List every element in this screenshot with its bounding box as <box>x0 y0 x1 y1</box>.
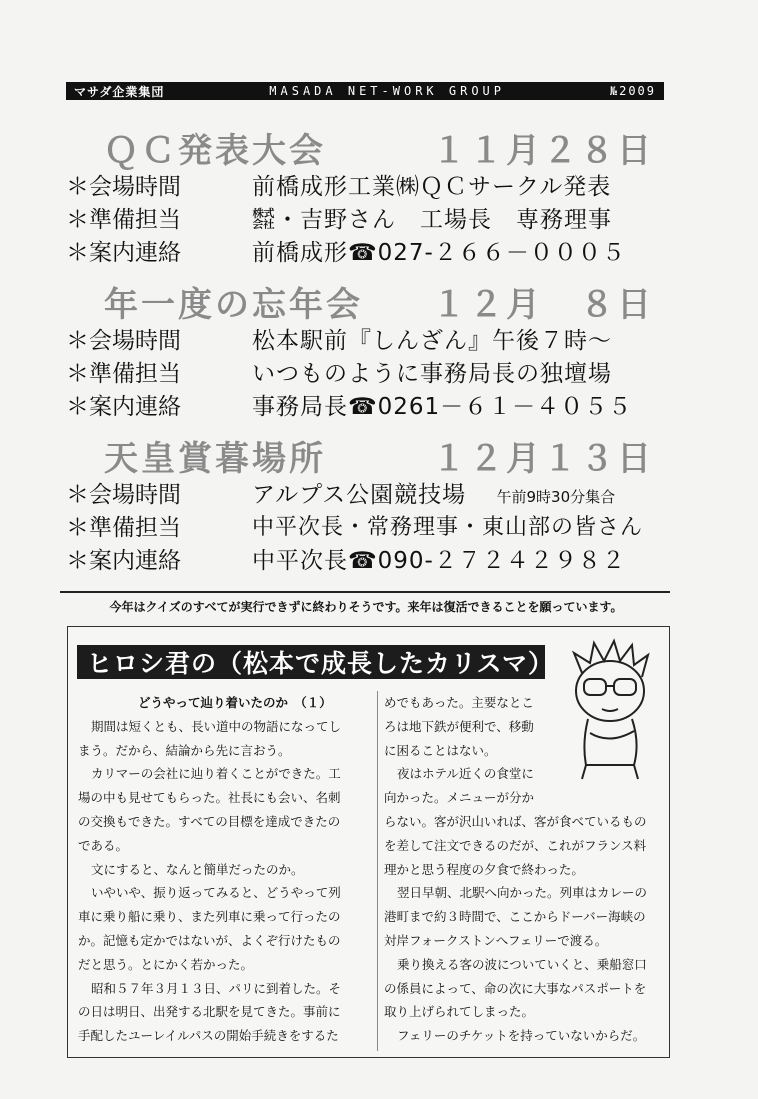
group-name-en: MASADA NET-WORK GROUP <box>269 84 505 98</box>
article-subtitle: どうやって辿り着いたのか （１） <box>138 695 332 710</box>
event-bonenkai <box>66 280 666 421</box>
article-line: を差して注文できるのだが、これがフランス料 <box>384 837 647 853</box>
event-title: ＱＣ発表大会 <box>104 130 326 171</box>
article-line: 文にすると、なんと簡単だったのか。 <box>91 861 304 877</box>
row-value: 事務局長☎0261－６１－４０５５ <box>252 394 633 420</box>
event-title-row <box>66 126 666 171</box>
event-title-row <box>66 434 666 479</box>
article-line: フェリーのチケットを持っていないからだ。 <box>397 1028 646 1044</box>
row-label: ＊準備担当 <box>66 515 181 541</box>
event-row <box>66 542 666 575</box>
article-line: 理かと思う程度の夕食で終わった。 <box>384 861 584 877</box>
article-line: 向かった。メニューが分か <box>384 790 535 806</box>
row-value: 前橋成形☎027-２６６－０００５ <box>252 240 626 266</box>
article-column-right <box>384 691 666 1048</box>
row-label: ＊準備担当 <box>66 207 181 233</box>
article-line: 期間は短くとも、長い道中の物語になってし <box>91 718 342 734</box>
masthead-bar <box>66 82 664 100</box>
article-box <box>67 626 670 1058</box>
event-date: １２月 ８日 <box>432 284 654 325</box>
article-line: 乗り換える客の波についていくと、乗船窓口 <box>397 956 647 972</box>
row-label: ＊案内連絡 <box>66 394 181 420</box>
article-banner: ヒロシ君の（松本で成長したカリスマ） <box>77 645 545 679</box>
event-title-row <box>66 280 666 325</box>
event-row <box>66 322 666 355</box>
event-row <box>66 388 666 421</box>
assembly-time-note: 午前9時30分集合 <box>496 488 616 506</box>
article-line: の交換もできた。すべての目標を達成できたの <box>78 813 341 829</box>
article-line: である。 <box>78 837 129 853</box>
event-row <box>66 234 666 267</box>
article-line: 港町まで約３時間で、ここからドーバー海峡の <box>384 909 646 925</box>
event-row <box>66 355 666 388</box>
article-line: いやいや、振り返ってみると、どうやって列 <box>91 885 341 901</box>
article-line: 昭和５７年３月１３日、パリに到着した。そ <box>91 980 342 996</box>
article-line: の係員によって、命の次に大事なパスポートを <box>384 980 647 996</box>
row-label: ＊準備担当 <box>66 361 181 387</box>
row-label: ＊会場時間 <box>66 174 181 200</box>
article-line: まう。だから、結論から先に言おう。 <box>78 742 291 758</box>
event-tennosho <box>66 434 666 575</box>
event-row <box>66 201 666 234</box>
row-label: ＊会場時間 <box>66 328 181 354</box>
row-label: ＊会場時間 <box>66 482 181 508</box>
event-row <box>66 476 666 509</box>
article-line: カリマーの会社に辿り着くことができた。工 <box>91 766 341 782</box>
article-line: 取り上げられてしまった。 <box>384 1004 535 1020</box>
row-value: いつものように事務局長の独壇場 <box>252 361 612 387</box>
row-value: 中平次長・常務理事・東山部の皆さん <box>252 515 644 540</box>
divider-line <box>60 591 670 593</box>
article-line: 車に乗り船に乗り、また列車に乗って行ったの <box>78 909 341 925</box>
event-title: 天皇賞暮場所 <box>104 438 326 479</box>
quiz-notice: 今年はクイズのすべてが実行できずに終わりそうです。来年は復活できることを願っています。 <box>109 600 623 614</box>
article-line: ろは地下鉄が便利で、移動 <box>384 718 534 734</box>
article-line: の日は明日、出発する北駅を見てきた。事前に <box>78 1004 341 1020</box>
article-line: だと思う。とにかく若かった。 <box>78 956 254 972</box>
article-line: らない。客が沢山いれば、客が食べているもの <box>384 813 647 829</box>
group-name-jp: マサダ企業集団 <box>74 84 165 99</box>
venue-text: アルプス公園競技場 <box>252 482 467 508</box>
row-value: ㍿・吉野さん 工場長 専務理事 <box>252 207 612 233</box>
issue-number: №2009 <box>609 84 656 98</box>
row-value: 中平次長☎090-２７２４２９８２ <box>252 548 626 574</box>
article-line: 場の中も見せてもらった。社長にも会い、名刺 <box>78 790 341 806</box>
article-line: 手配したユーレイルパスの開始手続きをするた <box>78 1028 339 1044</box>
row-value: 松本駅前『しんざん』午後７時～ <box>252 328 612 354</box>
article-line: か。記憶も定かではないが、よくぞ行けたもの <box>78 932 341 948</box>
event-row <box>66 168 666 201</box>
event-date: １２月１３日 <box>432 438 654 479</box>
row-label: ＊案内連絡 <box>66 548 181 574</box>
event-title: 年一度の忘年会 <box>104 284 363 325</box>
event-row <box>66 509 666 542</box>
article-line: 夜はホテル近くの食堂に <box>397 766 534 782</box>
article-line: 翌日早朝、北駅へ向かった。列車はカレーの <box>397 885 648 901</box>
row-value: 前橋成形工業㈱ＱＣサークル発表 <box>252 174 612 200</box>
article-line: 対岸フォークストンへフェリーで渡る。 <box>384 932 608 948</box>
row-label: ＊案内連絡 <box>66 240 181 266</box>
article-line: めでもあった。主要なとこ <box>384 695 534 710</box>
article-line: に困ることはない。 <box>384 742 497 758</box>
event-qc <box>66 126 666 267</box>
row-value <box>252 476 666 509</box>
column-divider <box>377 691 378 1051</box>
event-date: １１月２８日 <box>432 130 654 171</box>
article-column-left <box>78 691 368 1048</box>
